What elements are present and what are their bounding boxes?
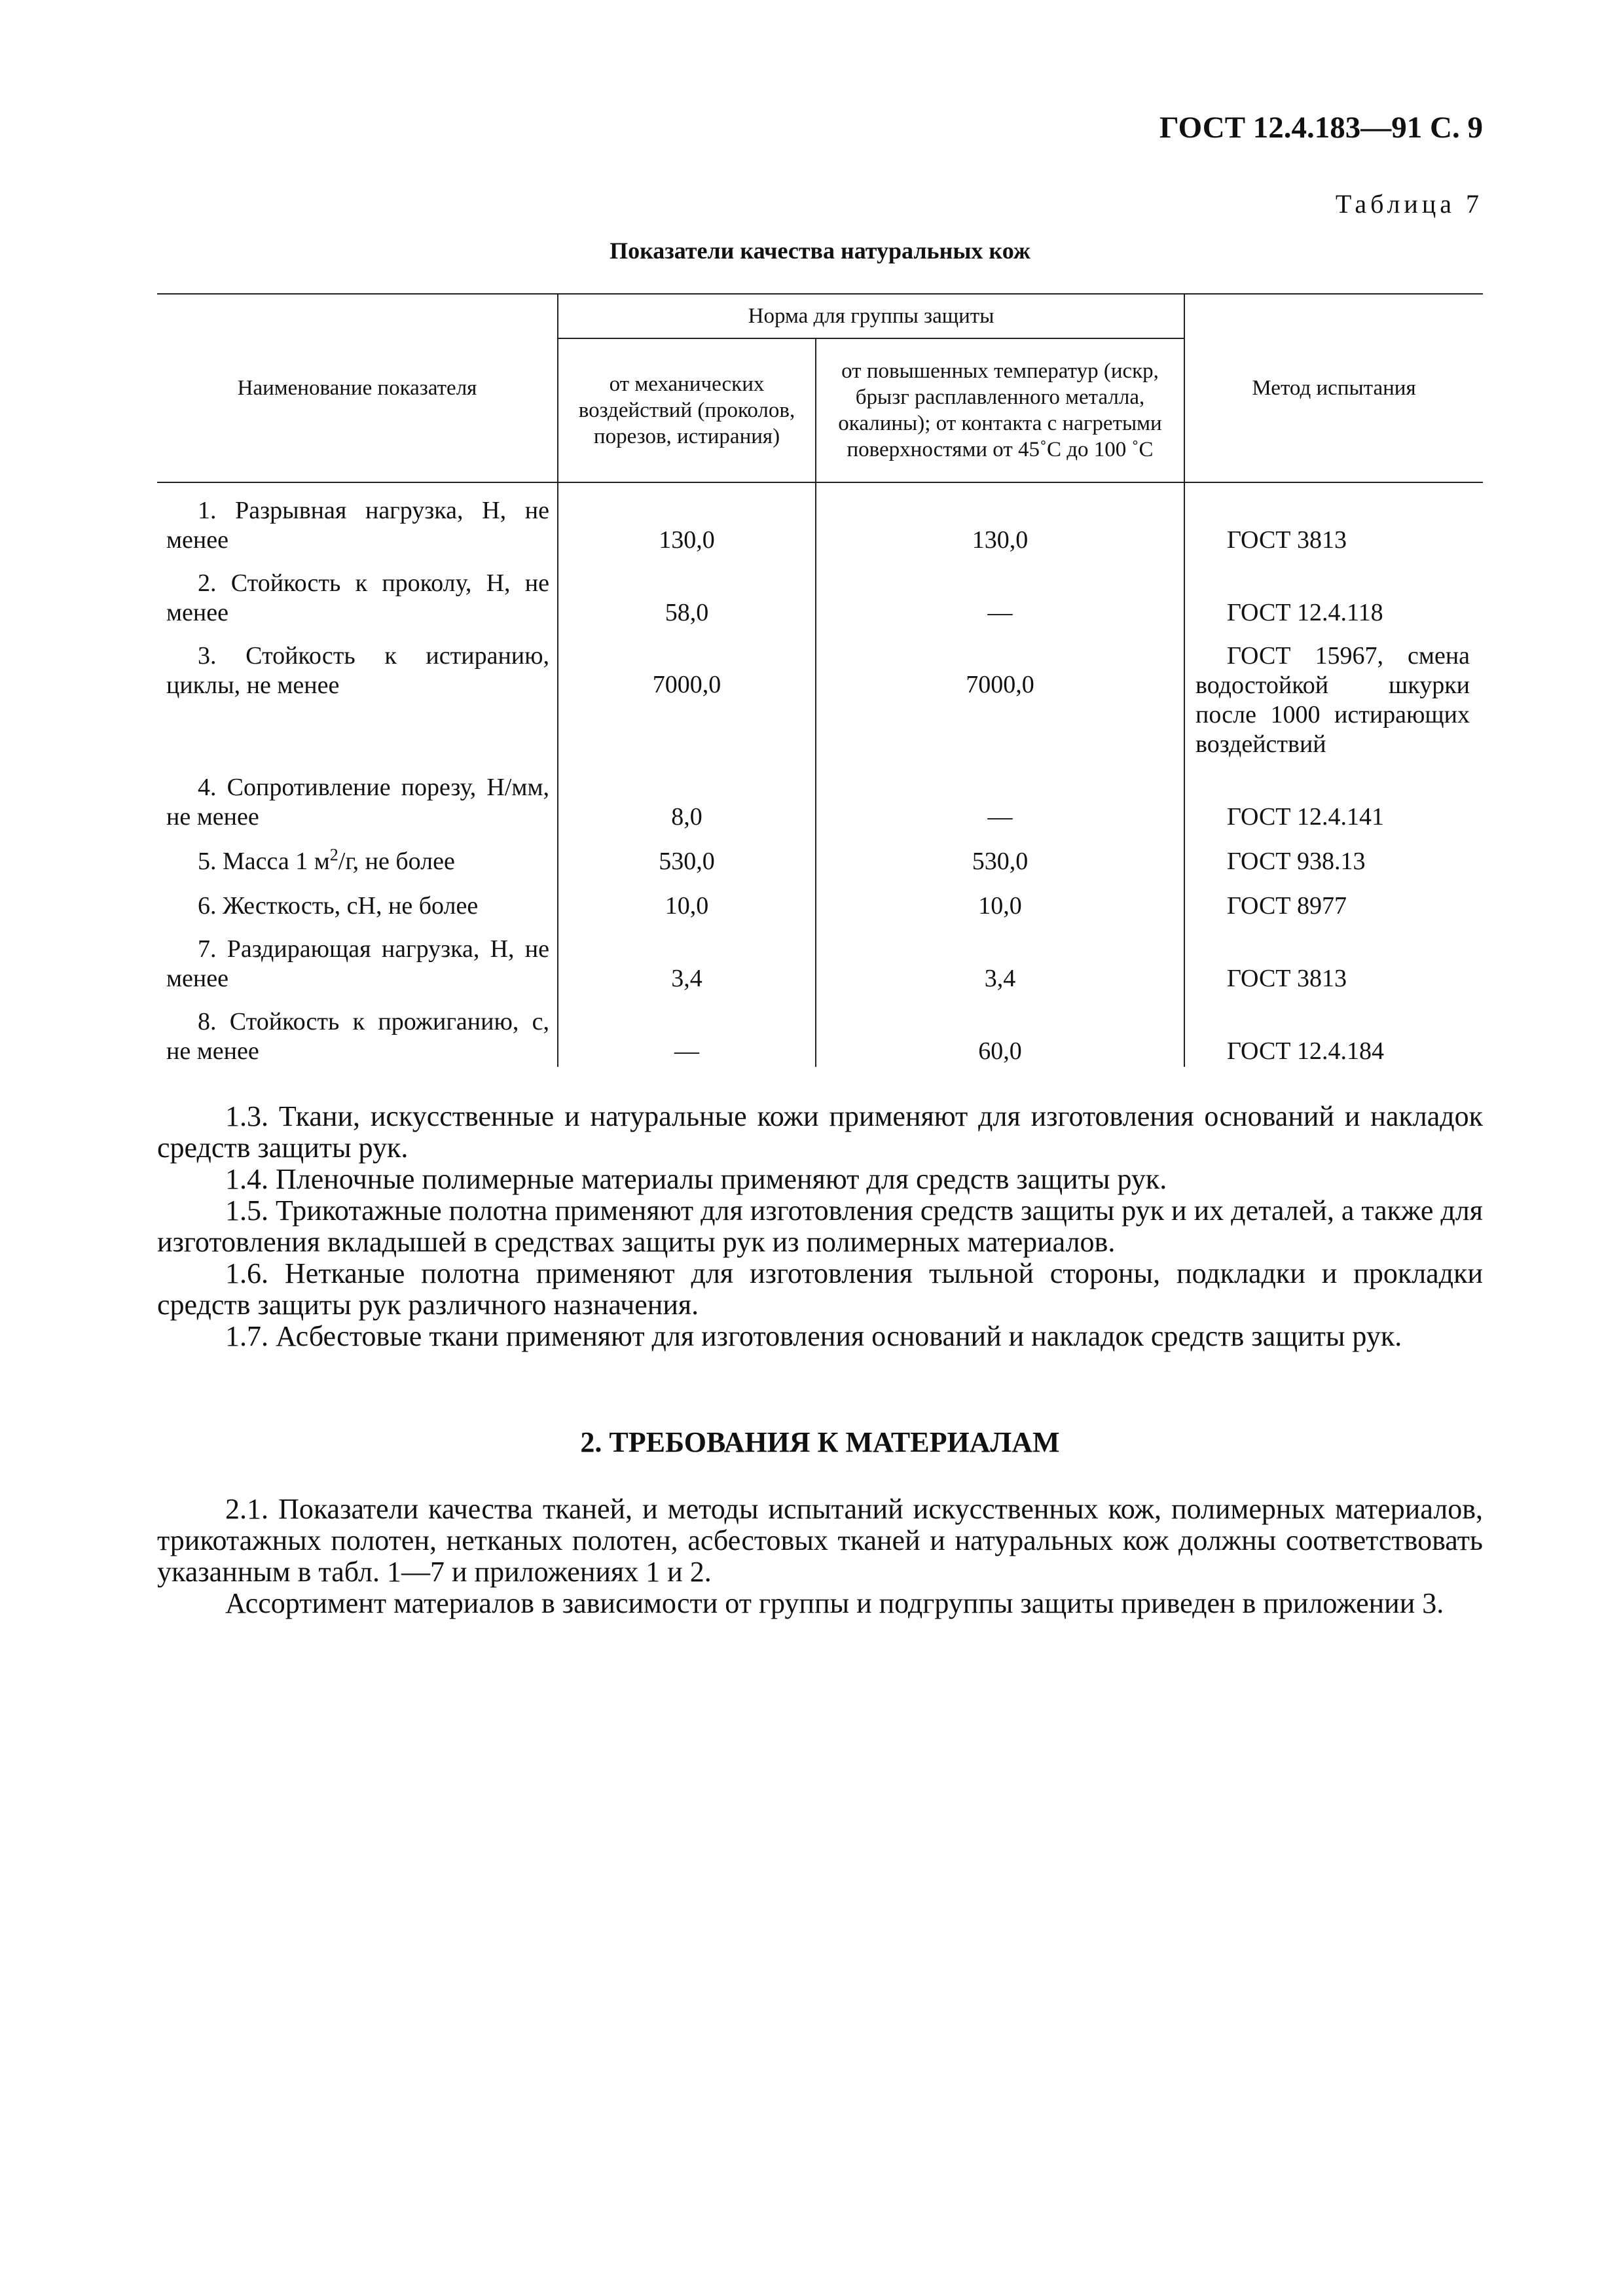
paragraph-assortment: Ассортимент материалов в зависимости от группы и подгруппы защиты приведен в приложении 3.: [225, 1587, 1444, 1619]
test-method: ГОСТ 8977: [1227, 892, 1347, 920]
table-row: [157, 994, 1483, 1067]
header-temperature: от повышенных температур (искр, брызг расплавленного металла, окалины); от контакта с нагретыми поверхностями от 45˚С до 100 ˚С: [816, 338, 1184, 482]
mechanical-value: 8,0: [558, 760, 816, 833]
indicator-name: 3. Стойкость к истиранию, циклы, не менее: [157, 628, 558, 760]
section-1-paragraphs: [157, 1101, 1483, 1352]
indicator-name: 8. Стойкость к прожиганию, с, не менее: [157, 994, 558, 1067]
test-method: ГОСТ 12.4.118: [1227, 599, 1383, 626]
test-method: ГОСТ 15967, смена водостойкой шкурки после 1000 истирающих воздействий: [1195, 642, 1470, 758]
test-method: ГОСТ 938.13: [1227, 848, 1366, 875]
table-row: [157, 556, 1483, 628]
temperature-value: 530,0: [816, 833, 1184, 877]
paragraph-1-6: 1.6. Нетканые полотна применяют для изготовления тыльной стороны, подкладки и прокладки средств защиты рук различного назначения.: [157, 1257, 1483, 1321]
table-row: [157, 877, 1483, 922]
header-protection-group: Норма для группы защиты: [558, 294, 1184, 338]
test-method: ГОСТ 12.4.184: [1227, 1037, 1385, 1065]
mechanical-value: 58,0: [558, 556, 816, 628]
header-mechanical: от механических воздействий (проколов, порезов, истирания): [558, 338, 816, 482]
paragraph-1-3: 1.3. Ткани, искусственные и натуральные кожи применяют для изготовления оснований и накладок средств защиты рук.: [157, 1100, 1483, 1164]
mechanical-value: 3,4: [558, 922, 816, 994]
table-number: Таблица 7: [1335, 189, 1483, 219]
header-test-method: Метод испытания: [1184, 294, 1483, 482]
header-indicator-name: Наименование показателя: [157, 294, 558, 482]
indicator-name: 2. Стойкость к проколу, Н, не менее: [157, 556, 558, 628]
temperature-value: 3,4: [816, 922, 1184, 994]
indicator-name: 6. Жесткость, сН, не более: [157, 877, 558, 922]
indicator-name: 5. Масса 1 $м^2/г$, не более: [157, 833, 558, 877]
table-row: [157, 922, 1483, 994]
mechanical-value: —: [558, 994, 816, 1067]
indicator-name: 4. Сопротивление порезу, Н/мм, не менее: [157, 760, 558, 833]
mechanical-value: 7000,0: [558, 628, 816, 760]
quality-table: [157, 293, 1483, 1067]
section-2-paragraphs: [157, 1494, 1483, 1619]
document-reference: ГОСТ 12.4.183—91 С. 9: [1159, 111, 1483, 145]
mechanical-value: 530,0: [558, 833, 816, 877]
paragraph-1-7: 1.7. Асбестовые ткани применяют для изготовления оснований и накладок средств защиты рук.: [225, 1320, 1402, 1352]
table-row: [157, 482, 1483, 556]
temperature-value: —: [816, 760, 1184, 833]
test-method: ГОСТ 3813: [1227, 965, 1347, 992]
paragraph-1-5: 1.5. Трикотажные полотна применяют для изготовления средств защиты рук и их деталей, а также для изготовления вкладышей в средствах защиты рук из полимерных материалов.: [157, 1194, 1483, 1258]
temperature-value: 130,0: [816, 482, 1184, 556]
temperature-value: 7000,0: [816, 628, 1184, 760]
temperature-value: 10,0: [816, 877, 1184, 922]
temperature-value: —: [816, 556, 1184, 628]
section-2-heading: 2. ТРЕБОВАНИЯ К МАТЕРИАЛАМ: [580, 1426, 1060, 1458]
mechanical-value: 130,0: [558, 482, 816, 556]
temperature-value: 60,0: [816, 994, 1184, 1067]
mechanical-value: 10,0: [558, 877, 816, 922]
table-row: [157, 760, 1483, 833]
indicator-name: 1. Разрывная нагрузка, Н, не менее: [157, 482, 558, 556]
indicator-name: 7. Раздирающая нагрузка, Н, не менее: [157, 922, 558, 994]
paragraph-1-4: 1.4. Пленочные полимерные материалы применяют для средств защиты рук.: [225, 1163, 1167, 1195]
test-method: ГОСТ 3813: [1227, 526, 1347, 554]
test-method: ГОСТ 12.4.141: [1227, 803, 1385, 831]
table-title: Показатели качества натуральных кож: [610, 238, 1030, 264]
table-row: [157, 833, 1483, 877]
paragraph-2-1: 2.1. Показатели качества тканей, и методы испытаний искусственных кож, полимерных материалов, трикотажных полотен, нетканых полотен, асбестовых тканей и натуральных кож должны соответствовать указанным в табл. 1—7 и приложениях 1 и 2.: [157, 1493, 1483, 1588]
table-row: [157, 628, 1483, 760]
